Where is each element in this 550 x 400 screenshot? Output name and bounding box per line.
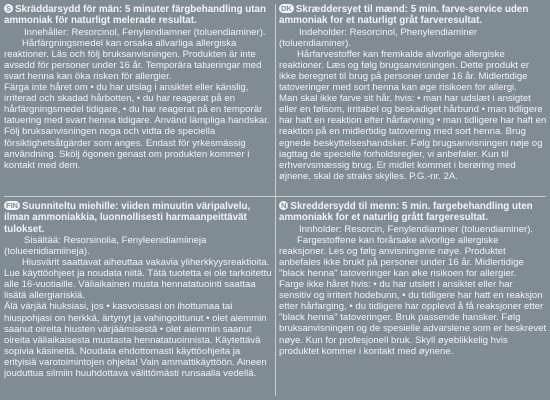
language-badge-dk: DK <box>281 4 292 13</box>
advice-text: Älä värjää hiuksiasi, jos • kasvoissasi on ihottumaa tai hiuspohjasi on herkkä, ärtynyt ja vahingoittunut • olet aiemmin saanut oireita hiusten värjäämisestä • olet aiemmin saanut oireita väliaikaisesta mustasta hennatatuoinnista. Käytettävä sopivia käsineitä. Noudata ehdottomasti käyttöohjeita ja erityisiä varotoimintojen ohjeita! Vain ammattikäyttöön. Aineen jouduttua silmiin huuhdottava välittömästi runsaalla vedellä. <box>4 301 267 380</box>
vertical-divider <box>275 4 276 396</box>
language-badge-fin: FIN <box>6 201 19 210</box>
ingredients-text: Indeholder: Resorcinol, Phenylendiaminer (toluendiaminer). <box>279 26 478 49</box>
section-title: FIN Suunniteltu miehille: viiden minuutin väripalvelu, ilman ammoniakkia, luonnollisesti harmaanpeittävät tulokset. <box>4 201 251 235</box>
section-title: N Skreddersydd til menn: 5 min. fargebehandling uten ammoniakk for et naturlig grått fargeresultat. <box>279 201 533 224</box>
section-title: S Skräddarsydd för män: 5 minuter färgbehandling utan ammoniak för naturligt melerade resultat. <box>4 4 266 27</box>
horizontal-divider <box>4 196 546 197</box>
product-code: P.G.-nr. 2A. <box>409 170 458 182</box>
section-swedish <box>4 4 272 192</box>
advice-text: Färga inte håret om • du har utslag i ansiktet eller känslig, irriterad och skadad hårbotten, • du har reagerat på en hårfärgningsmedel tidigare, • du har reagerat på en temporär tatuering med svart henna tidigare. Använd lämpliga handskar. Följ bruksanvisningen noga och vidta de speciella försiktighetsåtgärder som anges. Endast för yrkesmässig användning. Skölj ögonen genast om produkten kommer i kontakt med dem. <box>4 82 270 171</box>
warning-text: Hårfärgningsmedel kan orsaka allvarliga allergiska reaktioner. Läs och följ bruksanvisningen. Produkten är inte avsedd för personer under 16 år. Temporära tatueringar med svart henna kan öka risken för allergier. <box>4 37 262 82</box>
advice-text: Farge ikke håret hvis: • du har utslett i ansiktet eller har sensitiv og irritert hodebunn, • du tidligere har hatt en reaksjon etter hårfarging, • du tidligere har opplevd å få reaksjoner etter "black henna" tatoveringer. Bruk passende hansker. Følg bruksanvisningen og de spesielle advarslene som er beskrevet nøye. Kun for profesjonell bruk. Skyll øyeblikkelig hvis produktet kommer i kontakt med øynene. <box>279 279 547 357</box>
warning-text: Hårfarvestoffer kan fremkalde alvorlige allergiske reaktioner. Læs og følg brugsanvisningen. Dette produkt er ikke beregnet til brug på personer under 16 år. Midlertidige tatoveringer med sort henna kan øge risikoen for allergi. <box>279 48 530 94</box>
ingredients-text: Sisältää: Resorsinolia, Fenyleenidiamiineja (tolueenidiamiineja). <box>4 234 207 257</box>
language-badge-n: N <box>281 201 287 210</box>
section-norwegian <box>279 201 547 397</box>
language-badge-se: S <box>6 4 12 13</box>
warning-text: Fargestoffene kan forårsake alvorlige allergiske reaksjoner. Les og følg anvisningene nøye. Produktet anbefales ikke brukt på personer under 16 år. Midlertidige "black henna" tatoveringer kan øke risikoen for allergier. <box>279 234 524 279</box>
ingredients-text: Innholder: Resorcin, Fenylendiaminer (toluendiaminer). <box>299 223 534 235</box>
section-finnish <box>4 201 272 397</box>
warning-text: Hiusvärit saattavat aiheuttaa vakavia yliherkkyysreaktioita. Lue käyttöohjeet ja noudata niitä. Tätä tuotetta ei ole tarkoitettu alle 16-vuotiaille. Väliaikainen musta hennatatuointi saattaa lisätä allergiariskiä. <box>4 257 272 302</box>
section-danish <box>279 4 547 192</box>
advice-text: Man skal ikke farve sit hår, hvis: • man har udslæt i ansigtet eller en følsom, irritabel og beskadiget hårbund • man tidligere har haft en reaktion efter hårfarvning • man tidligere har haft en reaktion på en midlertidig tatovering med sort henna. Brug egnede beskyttelseshandsker. Følg brugsanvisningen nøje og iagttag de specielle forholdsregler, vi anbefaler. Kun til erhvervsmæssig brug. Er midlet kommet i berøring med øjnene, skal de straks skylles. P.G.-nr. 2A. <box>279 93 547 182</box>
ingredients-text: Innehåller: Resorcinol, Fenylendiamner (toluendiaminer). <box>24 26 266 38</box>
section-title: DK Skræddersyet til mænd: 5 min. farve-service uden ammoniak for et naturligt gråt farveresultat. <box>279 4 529 27</box>
